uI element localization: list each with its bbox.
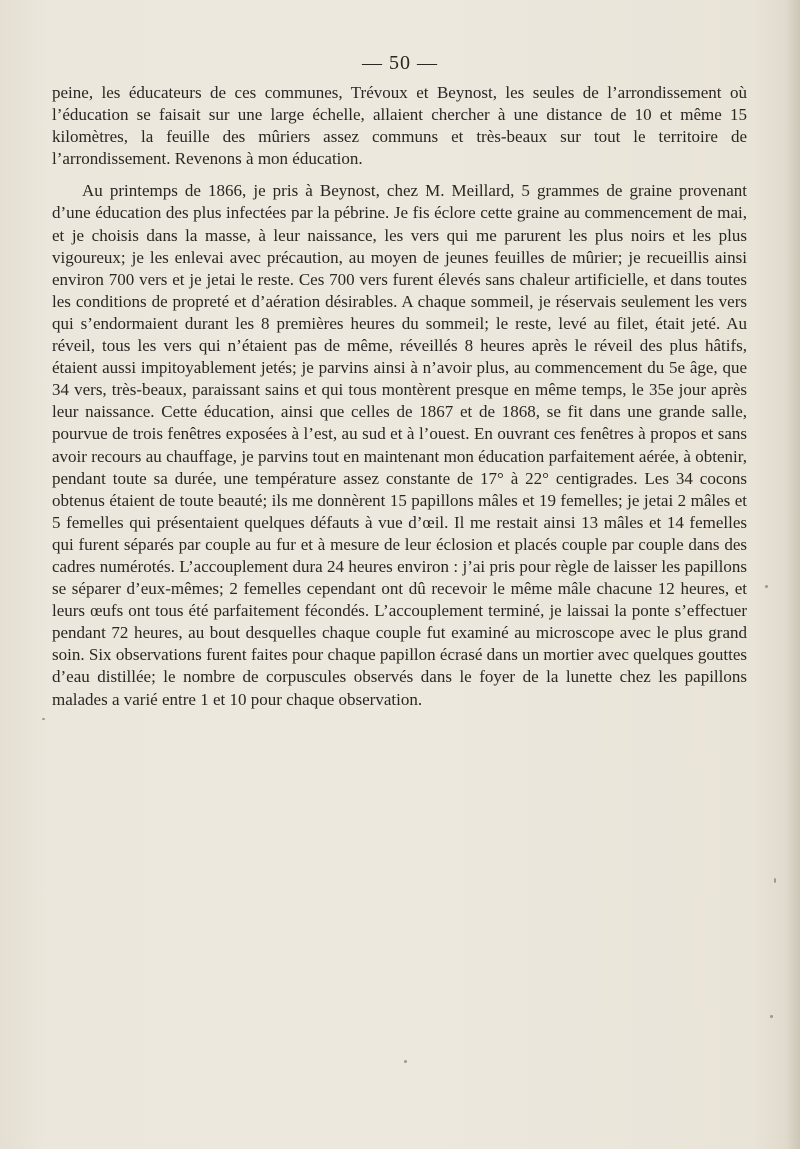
paper-speck xyxy=(765,585,768,588)
page-edge-shadow xyxy=(786,0,800,1149)
paper-speck xyxy=(404,1060,407,1063)
body-text xyxy=(52,82,747,711)
page-number: — 50 — xyxy=(362,52,438,74)
paragraph-continuation: peine, les éducateurs de ces communes, Trévoux et Beynost, les seules de l’arrondissement où l’éducation se faisait sur une large échelle, allaient chercher à une distance de 10 et même 15 kilomètres, la feuille des mûriers assez communs et très-beaux sur tout le territoire de l’arrondissement. Revenons à mon éducation. xyxy=(52,83,747,169)
paper-speck xyxy=(774,878,776,883)
paper-speck xyxy=(42,718,45,720)
paragraph-education-1866: Au printemps de 1866, je pris à Beynost, chez M. Meillard, 5 grammes de graine provenant d’une éducation des plus infectées par la pébrine. Je fis éclore cette graine au commencement de mai, et je choisis dans la masse, à leur naissance, les vers qui me parurent les plus noirs et les plus vigoureux; je les enlevai avec précaution, au moyen de jeunes feuilles de mûrier; je recueillis ainsi environ 700 vers et je jetai le reste. Ces 700 vers furent élevés sans chaleur artificielle, et dans toutes les conditions de propreté et d’aération désirables. A chaque sommeil, je réservais seulement les vers qui s’endormaient durant les 8 premières heures du sommeil; le reste, levé au filet, était jeté. Au réveil, tous les vers qui n’étaient pas de même, réveillés 8 heures après le réveil des plus hâtifs, étaient aussi impitoyablement jetés; je parvins ainsi à n’avoir plus, au commencement du 5e âge, que 34 vers, très-beaux, paraissant sains et qui tous montèrent presque en même temps, le 35e jour après leur naissance. Cette éducation, ainsi que celles de 1867 et de 1868, se fit dans une grande salle, pourvue de trois fenêtres exposées à l’est, au sud et à l’ouest. En ouvrant ces fenêtres à propos et sans avoir recours au chauffage, je parvins tout en maintenant mon éducation parfaitement aérée, à obtenir, pendant toute sa durée, une température assez constante de 17° à 22° centigrades. Les 34 cocons obtenus étaient de toute beauté; ils me donnèrent 15 papillons mâles et 19 femelles; je jetai 2 mâles et 5 femelles qui présentaient quelques défauts à vue d’œil. Il me restait ainsi 13 mâles et 14 femelles qui furent séparés par couple au fur et à mesure de leur éclosion et placés couple par couple dans des cadres numérotés. L’accouplement dura 24 heures environ : j’ai pris pour règle de laisser les papillons se séparer d’eux-mêmes; 2 femelles cependant ont dû recevoir le même mâle chacune 12 heures, et leurs œufs ont tous été parfaitement fécondés. L’accouplement terminé, je laissai la ponte s’effectuer pendant 72 heures, au bout desquelles chaque couple fut examiné au microscope avec le plus grand soin. Six observations furent faites pour chaque papillon écrasé dans un mortier avec quelques gouttes d’eau distillée; le nombre de corpuscules observés dans le foyer de la lunette chez les papillons malades a varié entre 1 et 10 pour chaque observation. xyxy=(52,181,747,709)
paper-speck xyxy=(770,1015,773,1018)
